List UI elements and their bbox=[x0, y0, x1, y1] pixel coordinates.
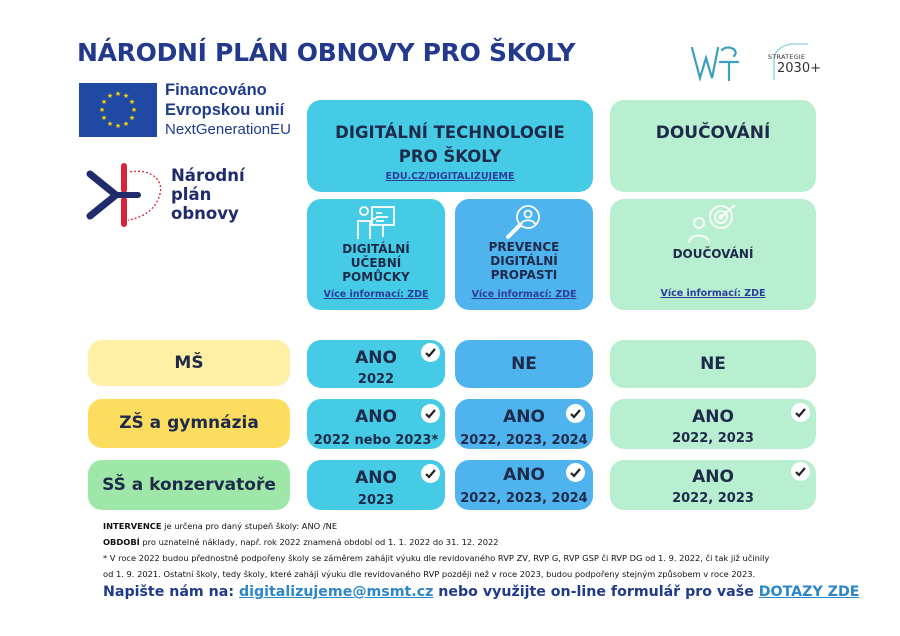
row-label-zs: ZŠ a gymnázia bbox=[88, 399, 290, 448]
svg-text:★: ★ bbox=[106, 120, 114, 128]
checkmark-icon bbox=[421, 404, 440, 423]
eu-flag bbox=[79, 83, 157, 137]
table-cell: ANO 2022, 2023, 2024 bbox=[455, 399, 593, 449]
table-cell: ANO 2023 bbox=[307, 460, 445, 510]
email-link[interactable]: digitalizujeme@msmt.cz bbox=[238, 584, 434, 600]
tutoring-header: DOUČOVÁNÍ bbox=[610, 100, 816, 192]
contact-line: Napište nám na: digitalizujeme@msmt.cz nebo využijte on-line formulář pro vaše DOTAZY ZDE bbox=[103, 584, 860, 600]
msmt-logo bbox=[688, 44, 746, 82]
table-cell: NE bbox=[455, 340, 593, 388]
svg-text:★: ★ bbox=[122, 120, 130, 128]
svg-text:★: ★ bbox=[128, 98, 136, 106]
digital-gap-prevention-card: PREVENCE DIGITÁLNÍ PROPASTI Více informací: ZDE bbox=[455, 199, 593, 310]
table-cell: ANO 2022 bbox=[307, 340, 445, 388]
target-person-icon bbox=[687, 203, 739, 245]
more-info-link[interactable]: Více informací: ZDE bbox=[471, 289, 577, 300]
checkmark-icon bbox=[566, 463, 585, 482]
svg-text:★: ★ bbox=[106, 92, 114, 100]
table-cell: NE bbox=[610, 340, 816, 388]
svg-text:★: ★ bbox=[114, 90, 122, 98]
more-info-link[interactable]: Více informací: ZDE bbox=[323, 289, 429, 300]
npo-logo-text: Národní plán obnovy bbox=[171, 166, 245, 223]
table-cell: ANO 2022, 2023, 2024 bbox=[455, 460, 593, 510]
questions-link[interactable]: DOTAZY ZDE bbox=[758, 584, 860, 600]
table-cell: ANO 2022, 2023 bbox=[610, 460, 816, 510]
checkmark-icon bbox=[791, 403, 810, 422]
checkmark-icon bbox=[421, 464, 440, 483]
table-cell: ANO 2022 nebo 2023* bbox=[307, 399, 445, 449]
checkmark-icon bbox=[421, 343, 440, 362]
row-label-ms: MŠ bbox=[88, 340, 290, 386]
svg-text:★: ★ bbox=[100, 98, 108, 106]
digital-teaching-aids-card: DIGITÁLNÍ UČEBNÍ POMŮCKY Více informací: ZDE bbox=[307, 199, 445, 310]
tutoring-card: DOUČOVÁNÍ Více informací: ZDE bbox=[610, 199, 816, 310]
digital-technologies-header: DIGITÁLNÍ TECHNOLOGIE PRO ŠKOLY EDU.CZ/DIGITALIZUJEME bbox=[307, 100, 593, 192]
presentation-icon bbox=[354, 203, 398, 241]
svg-text:★: ★ bbox=[114, 122, 122, 130]
page-title: NÁRODNÍ PLÁN OBNOVY PRO ŠKOLY bbox=[77, 38, 576, 67]
table-cell: ANO 2022, 2023 bbox=[610, 399, 816, 449]
npo-logo-mark bbox=[80, 160, 166, 230]
svg-text:★: ★ bbox=[130, 106, 138, 114]
magnifier-person-icon bbox=[502, 203, 546, 241]
svg-text:★: ★ bbox=[122, 92, 130, 100]
checkmark-icon bbox=[791, 462, 810, 481]
more-info-link[interactable]: Více informací: ZDE bbox=[660, 288, 766, 299]
eu-funding-text: Financováno Evropskou unií NextGenerationEU bbox=[165, 81, 291, 138]
svg-text:★: ★ bbox=[128, 114, 136, 122]
strategie-2030-logo: STRATEGIE 2030+ bbox=[764, 42, 820, 82]
row-label-ss: SŠ a konzervatoře bbox=[88, 460, 290, 510]
checkmark-icon bbox=[566, 404, 585, 423]
svg-text:★: ★ bbox=[100, 114, 108, 122]
svg-text:★: ★ bbox=[98, 106, 106, 114]
footnotes: INTERVENCE je určena pro daný stupeň školy: ANO /NE OBDOBÍ pro uznatelné náklady, např. rok 2022 znamená období od 1. 1. 2022 do 31. 12. 2022 * V roce 2022 budou přednostně podpořeny školy se záměrem zahájit výuku dle revidovaného RVP ZV, RVP G, RVP GSP či RVP DG od 1. 9. 2022, či tak již učinily od 1. 9. 2021. Ostatní školy, tedy školy, které zahájí výuku dle revidovaného RVP později než v roce 2023, budou podpořeny stejným způsobem v roce 2023. bbox=[103, 521, 770, 579]
edu-link[interactable]: EDU.CZ/DIGITALIZUJEME bbox=[385, 171, 515, 182]
